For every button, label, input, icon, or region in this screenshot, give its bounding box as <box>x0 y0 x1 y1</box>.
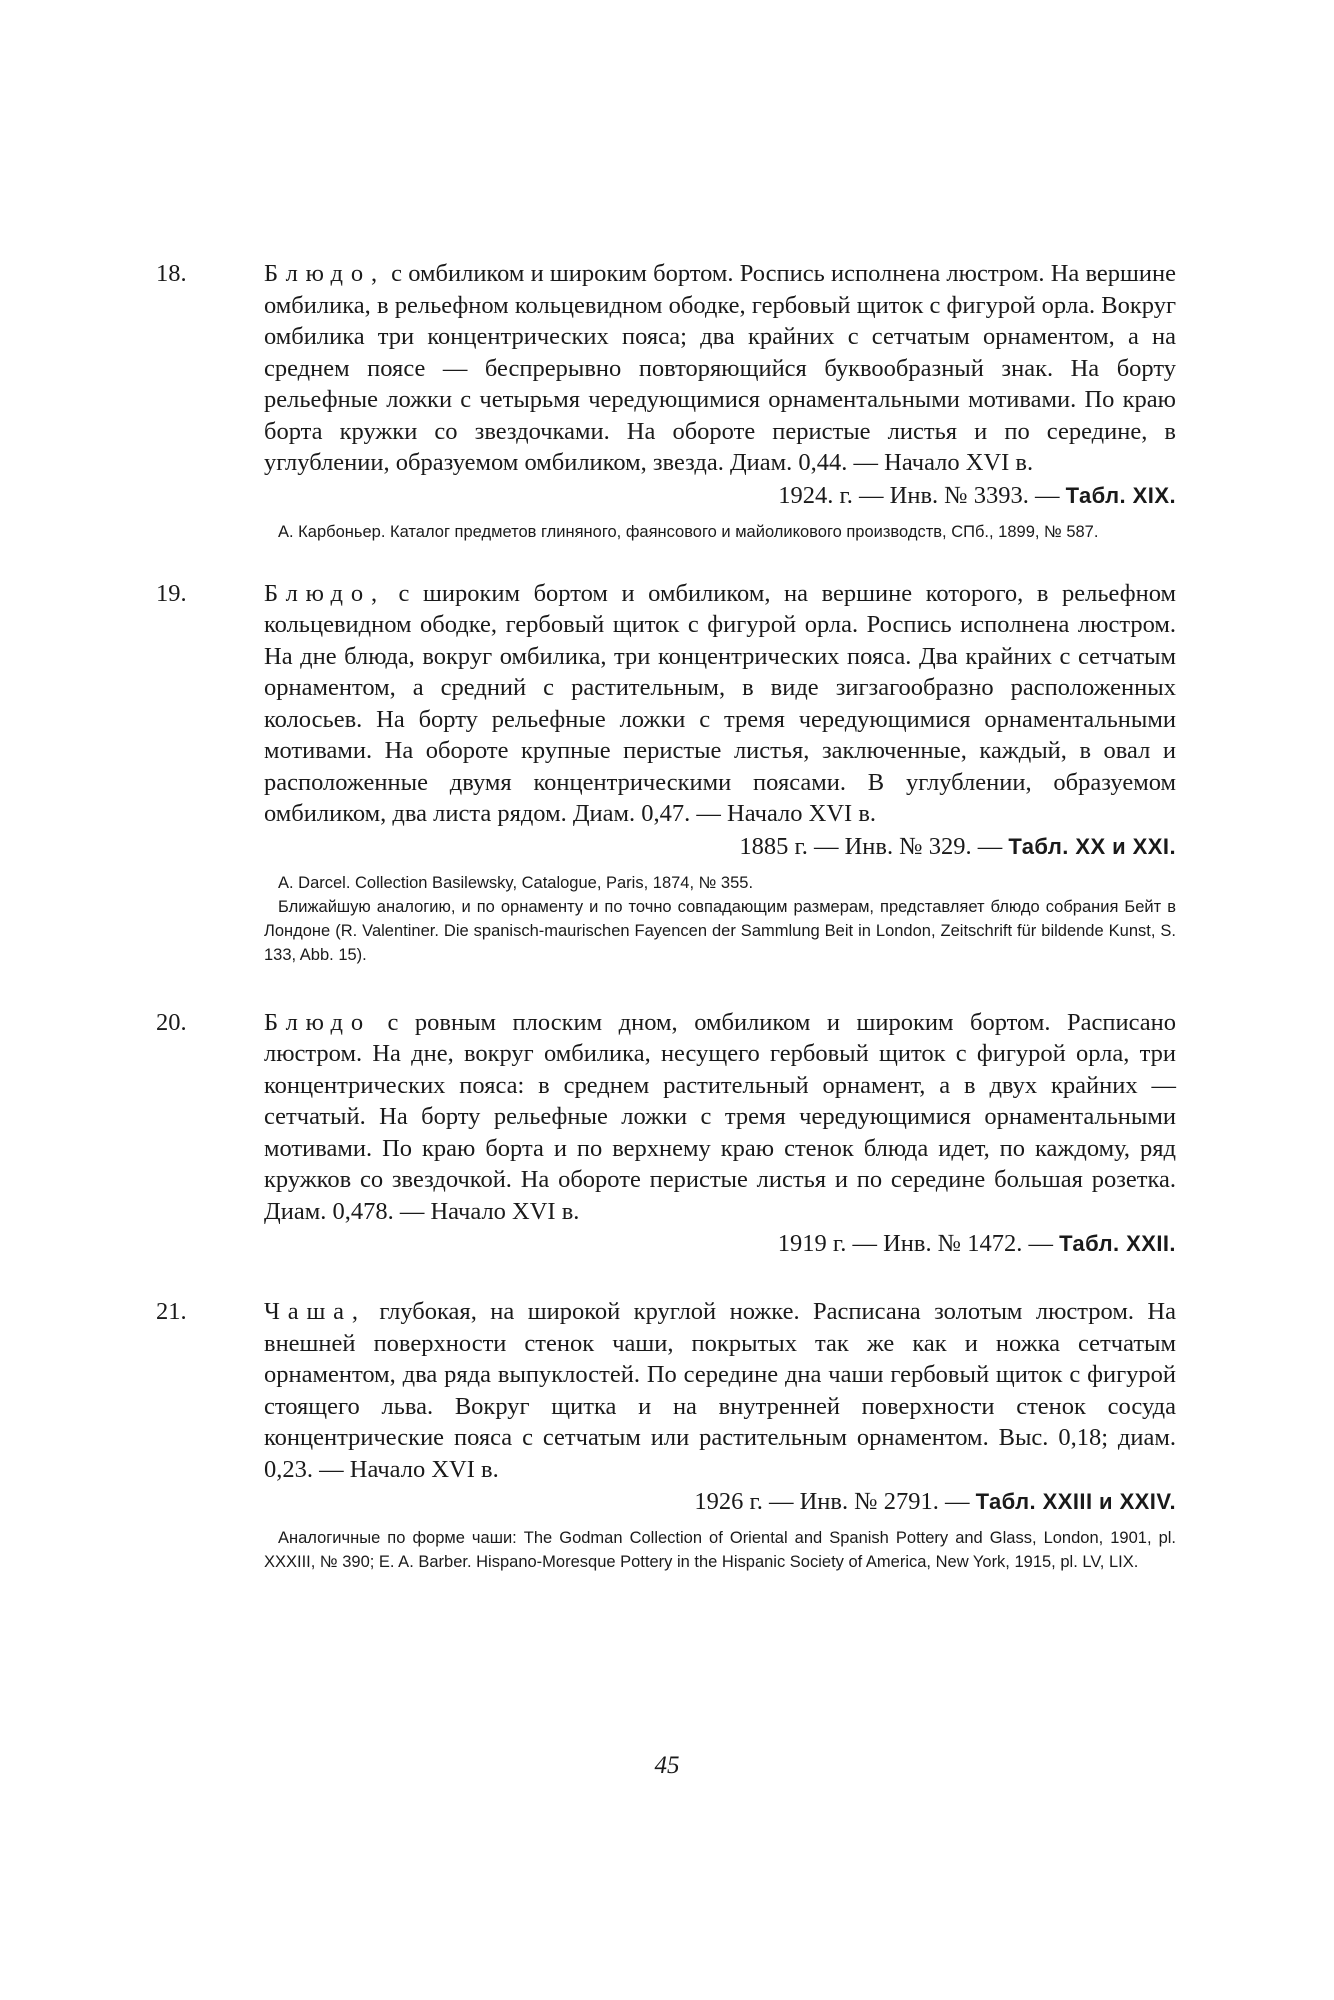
page-number: 45 <box>654 1752 680 1779</box>
entry-inventory: 1926 г. — Инв. № 2791. — <box>694 1488 970 1515</box>
entry-inventory-line <box>210 479 1176 512</box>
entry-number: 21. <box>156 1298 187 1325</box>
entry-description: глубокая, на широкой круглой ножке. Расписана золотым люстром. На внешней поверхности стенок чаши, покрытых так же как и ножка сетчатым орнаментом, два ряда выпуклостей. По середине дна чаши гербовый щиток с фигурой стоящего льва. Вокруг щитка и на внутренней поверхности стенок сосуда концентрические пояса с сетчатым или растительным орнаментом. Выс. 0,18; диам. 0,23. — Начало XVI в. <box>264 1298 1176 1483</box>
entry-number: 18. <box>156 260 187 287</box>
reference: А. Карбоньер. Каталог предметов глиняного, фаянсового и майоликового производств, СПб., 1899, № 587. <box>278 522 1099 541</box>
entry-description: с омбиликом и широким бортом. Роспись исполнена люстром. На вершине омбилика, в рельефном кольцевидном ободке, гербовый щиток с фигурой орла. Вокруг омбилика три концентрических пояса; два крайних с сетчатым орнаментом, а на среднем поясе — беспрерывно повторяющийся буквообразный знак. На борту рельефные ложки с четырьмя чередующимися орнаментальными мотивами. По краю борта кружки со звездочками. На обороте перистые листья и по середине, в углублении, образуемом омбиликом, звезда. Диам. 0,44. — Начало XVI в. <box>264 260 1176 476</box>
entry-title: Блюдо <box>264 1008 371 1036</box>
reference: Ближайшую аналогию, и по орнаменту и по точно совпадающим размерам, представляет блюдо собрания Бейт в Лондоне (R. Valentiner. Die spanisch-maurischen Fayencen der Sammlung Beit in London, Zeitschrift für bildende Kunst, S. 133, Abb. 15). <box>264 897 1176 964</box>
entry-body <box>156 578 1176 830</box>
catalogue-entry-21 <box>156 1296 1176 1574</box>
reference: A. Darcel. Collection Basilewsky, Catalogue, Paris, 1874, № 355. <box>278 873 754 892</box>
entry-references <box>210 520 1176 544</box>
entry-description: с широким бортом и омбиликом, на вершине которого, в рельефном кольцевидном ободке, гербовый щиток с фигурой орла. Роспись исполнена люстром. На дне блюда, вокруг омбилика, три концентрических пояса. Два крайних с сетчатым орнаментом, а средний с растительным, в виде зигзагообразно расположенных колосьев. На борту рельефные ложки с тремя чередующимися орнаментальными мотивами. На обороте крупные перистые листья, заключенные, каждый, в овал и расположенные двумя концентрическими поясами. В углублении, образуемом омбиликом, два листа рядом. Диам. 0,47. — Начало XVI в. <box>264 579 1176 827</box>
entry-inventory: 1885 г. — Инв. № 329. — <box>739 832 1003 860</box>
entry-body <box>156 1007 1177 1228</box>
entry-references <box>210 871 1176 967</box>
entry-plates: Табл. XXII. <box>1059 1231 1176 1256</box>
entry-description: с ровным плоским дном, омбиликом и широким бортом. Расписано люстром. На дне, вокруг омбилика, несущего гербовый щиток с фигурой орла, три концентрических пояса: в среднем растительный орнамент, а в двух крайних — сетчатый. На борту рельефные ложки с тремя чередующимися орнаментальными мотивами. По краю борта и по верхнему краю стенок блюда идет, по каждому, ряд кружков со звездочкой. На обороте перистые листья и по середине большая розетка. Диам. 0,478. — Начало XVI в. <box>264 1008 1177 1225</box>
entry-inventory-line <box>210 830 1176 863</box>
entry-inventory: 1919 г. — Инв. № 1472. — <box>777 1230 1053 1257</box>
catalogue-entry-18 <box>156 258 1176 544</box>
catalogue-entry-19 <box>156 578 1176 967</box>
entry-inventory-line <box>210 1227 1176 1260</box>
catalogue-entry-20 <box>156 1007 1177 1261</box>
entry-title: Блюдо, <box>264 579 385 607</box>
entry-inventory: 1924. г. — Инв. № 3393. — <box>778 481 1060 509</box>
catalogue-column <box>156 258 1177 1574</box>
entry-body <box>156 1296 1176 1485</box>
entry-number: 20. <box>156 1008 187 1036</box>
entry-title: Чаша, <box>264 1298 366 1325</box>
entry-references <box>210 1526 1176 1574</box>
entry-body <box>156 258 1176 479</box>
entry-plates: Табл. XX и XXI. <box>1008 833 1176 859</box>
entry-inventory-line <box>210 1485 1176 1518</box>
entry-plates: Табл. XIX. <box>1065 482 1176 508</box>
reference: Аналогичные по форме чаши: The Godman Collection of Oriental and Spanish Pottery and Glass, London, 1901, pl. XXXIII, № 390; E. A. Barber. Hispano-Moresque Pottery in the Hispanic Society of America, New York, 1915, pl. LV, LIX. <box>264 1529 1176 1571</box>
entry-number: 19. <box>156 579 187 607</box>
entry-plates: Табл. XXIII и XXIV. <box>975 1489 1176 1514</box>
entry-title: Блюдо, <box>264 260 385 287</box>
